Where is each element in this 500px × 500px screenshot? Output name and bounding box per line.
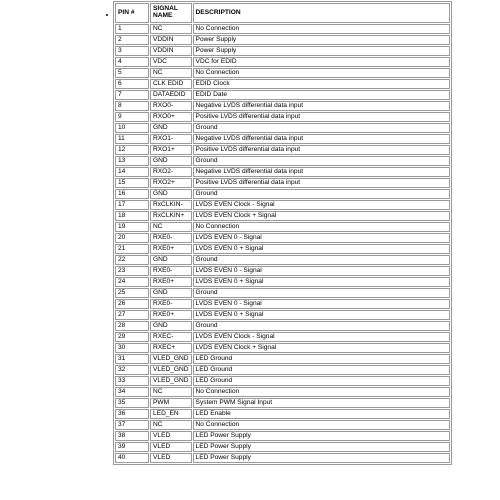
signal-name-cell: NC xyxy=(150,24,192,34)
stray-dot xyxy=(106,14,108,16)
description-cell: LED Enable xyxy=(193,409,450,419)
description-cell: Ground xyxy=(193,321,450,331)
table-row xyxy=(115,101,450,111)
signal-name-cell: GND xyxy=(150,255,192,265)
signal-name-cell: VDDIN xyxy=(150,46,192,56)
signal-name-cell: VLED_GND xyxy=(150,354,192,364)
signal-name-cell: RXO2- xyxy=(150,167,192,177)
signal-name-cell: RXE0+ xyxy=(150,244,192,254)
pin-cell: 19 xyxy=(115,222,149,232)
description-cell: LVDS EVEN Clock + Signal xyxy=(193,343,450,353)
pin-cell: 32 xyxy=(115,365,149,375)
table-row xyxy=(115,134,450,144)
pin-cell: 25 xyxy=(115,288,149,298)
pin-cell: 39 xyxy=(115,442,149,452)
table-row xyxy=(115,167,450,177)
description-cell: LED Ground xyxy=(193,376,450,386)
signal-name-cell: VLED xyxy=(150,442,192,452)
pin-cell: 10 xyxy=(115,123,149,133)
pin-cell: 6 xyxy=(115,79,149,89)
header-pin: PIN # xyxy=(115,3,149,23)
table-row xyxy=(115,35,450,45)
table-row xyxy=(115,90,450,100)
pin-cell: 1 xyxy=(115,24,149,34)
table-row xyxy=(115,343,450,353)
table-row xyxy=(115,123,450,133)
description-cell: Ground xyxy=(193,255,450,265)
table-row xyxy=(115,189,450,199)
description-cell: Ground xyxy=(193,156,450,166)
signal-name-cell: VLED_GND xyxy=(150,365,192,375)
description-cell: Ground xyxy=(193,189,450,199)
signal-name-cell: RXO2+ xyxy=(150,178,192,188)
pin-cell: 21 xyxy=(115,244,149,254)
signal-name-cell: RXO0+ xyxy=(150,112,192,122)
pin-cell: 16 xyxy=(115,189,149,199)
header-signal-name: SIGNAL NAME xyxy=(150,3,192,23)
pin-cell: 34 xyxy=(115,387,149,397)
table-row xyxy=(115,68,450,78)
table-row xyxy=(115,145,450,155)
description-cell: Power Supply xyxy=(193,46,450,56)
table-row xyxy=(115,233,450,243)
description-cell: LVDS EVEN 0 - Signal xyxy=(193,266,450,276)
description-cell: VDC for EDID xyxy=(193,57,450,67)
signal-name-cell: RXE0+ xyxy=(150,310,192,320)
description-cell: Ground xyxy=(193,123,450,133)
table-row xyxy=(115,57,450,67)
signal-name-cell: LED_EN xyxy=(150,409,192,419)
description-cell: LVDS EVEN Clock - Signal xyxy=(193,200,450,210)
signal-name-cell: RXE0- xyxy=(150,233,192,243)
description-cell: LVDS EVEN 0 - Signal xyxy=(193,233,450,243)
pin-cell: 35 xyxy=(115,398,149,408)
description-cell: No Connection xyxy=(193,387,450,397)
table-row xyxy=(115,211,450,221)
signal-name-cell: GND xyxy=(150,321,192,331)
table-row xyxy=(115,178,450,188)
pin-cell: 11 xyxy=(115,134,149,144)
table-row xyxy=(115,365,450,375)
description-cell: LVDS EVEN 0 - Signal xyxy=(193,299,450,309)
pin-cell: 23 xyxy=(115,266,149,276)
signal-name-cell: VDDIN xyxy=(150,35,192,45)
pin-cell: 9 xyxy=(115,112,149,122)
description-cell: No Connection xyxy=(193,420,450,430)
table-row xyxy=(115,46,450,56)
signal-name-cell: RXO0- xyxy=(150,101,192,111)
description-cell: LVDS EVEN Clock - Signal xyxy=(193,332,450,342)
header-description: DESCRIPTION xyxy=(193,3,450,23)
description-cell: Negative LVDS differential data input xyxy=(193,167,450,177)
signal-name-cell: DATAEDID xyxy=(150,90,192,100)
description-cell: No Connection xyxy=(193,24,450,34)
pin-cell: 20 xyxy=(115,233,149,243)
signal-name-cell: GND xyxy=(150,156,192,166)
signal-name-cell: RXEC- xyxy=(150,332,192,342)
pin-cell: 38 xyxy=(115,431,149,441)
table-row xyxy=(115,376,450,386)
signal-name-cell: RXO1+ xyxy=(150,145,192,155)
table-row xyxy=(115,420,450,430)
signal-name-cell: NC xyxy=(150,420,192,430)
signal-name-cell: GND xyxy=(150,288,192,298)
description-cell: LED Ground xyxy=(193,354,450,364)
pin-cell: 30 xyxy=(115,343,149,353)
description-cell: LVDS EVEN Clock + Signal xyxy=(193,211,450,221)
signal-name-cell: RXO1- xyxy=(150,134,192,144)
signal-name-cell: GND xyxy=(150,123,192,133)
signal-name-cell: RXEC+ xyxy=(150,343,192,353)
signal-name-cell: RxCLKIN+ xyxy=(150,211,192,221)
pin-cell: 31 xyxy=(115,354,149,364)
description-cell: Positive LVDS differential data input xyxy=(193,178,450,188)
pin-cell: 7 xyxy=(115,90,149,100)
table-row xyxy=(115,453,450,463)
description-cell: System PWM Signal Input xyxy=(193,398,450,408)
description-cell: Power Supply xyxy=(193,35,450,45)
table-row xyxy=(115,332,450,342)
signal-name-cell: VLED_GND xyxy=(150,376,192,386)
signal-name-cell: GND xyxy=(150,189,192,199)
pin-cell: 5 xyxy=(115,68,149,78)
description-cell: No Connection xyxy=(193,222,450,232)
signal-name-cell: RXE0- xyxy=(150,299,192,309)
description-cell: Positive LVDS differential data input xyxy=(193,112,450,122)
signal-name-cell: CLK EDID xyxy=(150,79,192,89)
signal-name-cell: VLED xyxy=(150,453,192,463)
description-cell: LVDS EVEN 0 + Signal xyxy=(193,244,450,254)
description-cell: Negative LVDS differential data input xyxy=(193,134,450,144)
signal-name-cell: RXE0+ xyxy=(150,277,192,287)
table-row xyxy=(115,222,450,232)
description-cell: Ground xyxy=(193,288,450,298)
pin-cell: 22 xyxy=(115,255,149,265)
pin-cell: 4 xyxy=(115,57,149,67)
pin-cell: 14 xyxy=(115,167,149,177)
signal-name-cell: RxCLKIN- xyxy=(150,200,192,210)
pin-cell: 29 xyxy=(115,332,149,342)
table-row xyxy=(115,266,450,276)
description-cell: LVDS EVEN 0 + Signal xyxy=(193,310,450,320)
table-body xyxy=(115,24,450,463)
table-row xyxy=(115,244,450,254)
pin-cell: 40 xyxy=(115,453,149,463)
table-row xyxy=(115,277,450,287)
pin-cell: 36 xyxy=(115,409,149,419)
table-row xyxy=(115,442,450,452)
description-cell: LED Power Supply xyxy=(193,431,450,441)
pin-cell: 8 xyxy=(115,101,149,111)
description-cell: EDID Clock xyxy=(193,79,450,89)
pin-cell: 24 xyxy=(115,277,149,287)
signal-name-cell: VLED xyxy=(150,431,192,441)
table-row xyxy=(115,431,450,441)
description-cell: Positive LVDS differential data input xyxy=(193,145,450,155)
signal-name-cell: NC xyxy=(150,387,192,397)
signal-name-cell: NC xyxy=(150,68,192,78)
pin-cell: 12 xyxy=(115,145,149,155)
pin-cell: 18 xyxy=(115,211,149,221)
description-cell: LVDS EVEN 0 + Signal xyxy=(193,277,450,287)
table-row xyxy=(115,112,450,122)
signal-name-cell: PWM xyxy=(150,398,192,408)
table-row xyxy=(115,79,450,89)
table-row xyxy=(115,398,450,408)
table-header-row xyxy=(115,3,450,23)
pin-cell: 26 xyxy=(115,299,149,309)
table-row xyxy=(115,409,450,419)
table-row xyxy=(115,255,450,265)
pin-cell: 13 xyxy=(115,156,149,166)
description-cell: LED Power Supply xyxy=(193,442,450,452)
signal-name-cell: VDC xyxy=(150,57,192,67)
table-row xyxy=(115,288,450,298)
pin-assignment-table xyxy=(113,1,452,465)
pin-cell: 33 xyxy=(115,376,149,386)
table-row xyxy=(115,200,450,210)
signal-name-cell: RXE0- xyxy=(150,266,192,276)
table-row xyxy=(115,24,450,34)
pin-cell: 28 xyxy=(115,321,149,331)
table-row xyxy=(115,354,450,364)
table-row xyxy=(115,321,450,331)
description-cell: LED Ground xyxy=(193,365,450,375)
description-cell: EDID Date xyxy=(193,90,450,100)
table-row xyxy=(115,387,450,397)
description-cell: No Connection xyxy=(193,68,450,78)
signal-name-cell: NC xyxy=(150,222,192,232)
description-cell: LED Power Supply xyxy=(193,453,450,463)
pin-cell: 27 xyxy=(115,310,149,320)
pin-cell: 3 xyxy=(115,46,149,56)
pin-cell: 17 xyxy=(115,200,149,210)
pin-cell: 37 xyxy=(115,420,149,430)
table-row xyxy=(115,299,450,309)
table-row xyxy=(115,156,450,166)
description-cell: Negative LVDS differential data input xyxy=(193,101,450,111)
pin-cell: 15 xyxy=(115,178,149,188)
table-row xyxy=(115,310,450,320)
pin-cell: 2 xyxy=(115,35,149,45)
